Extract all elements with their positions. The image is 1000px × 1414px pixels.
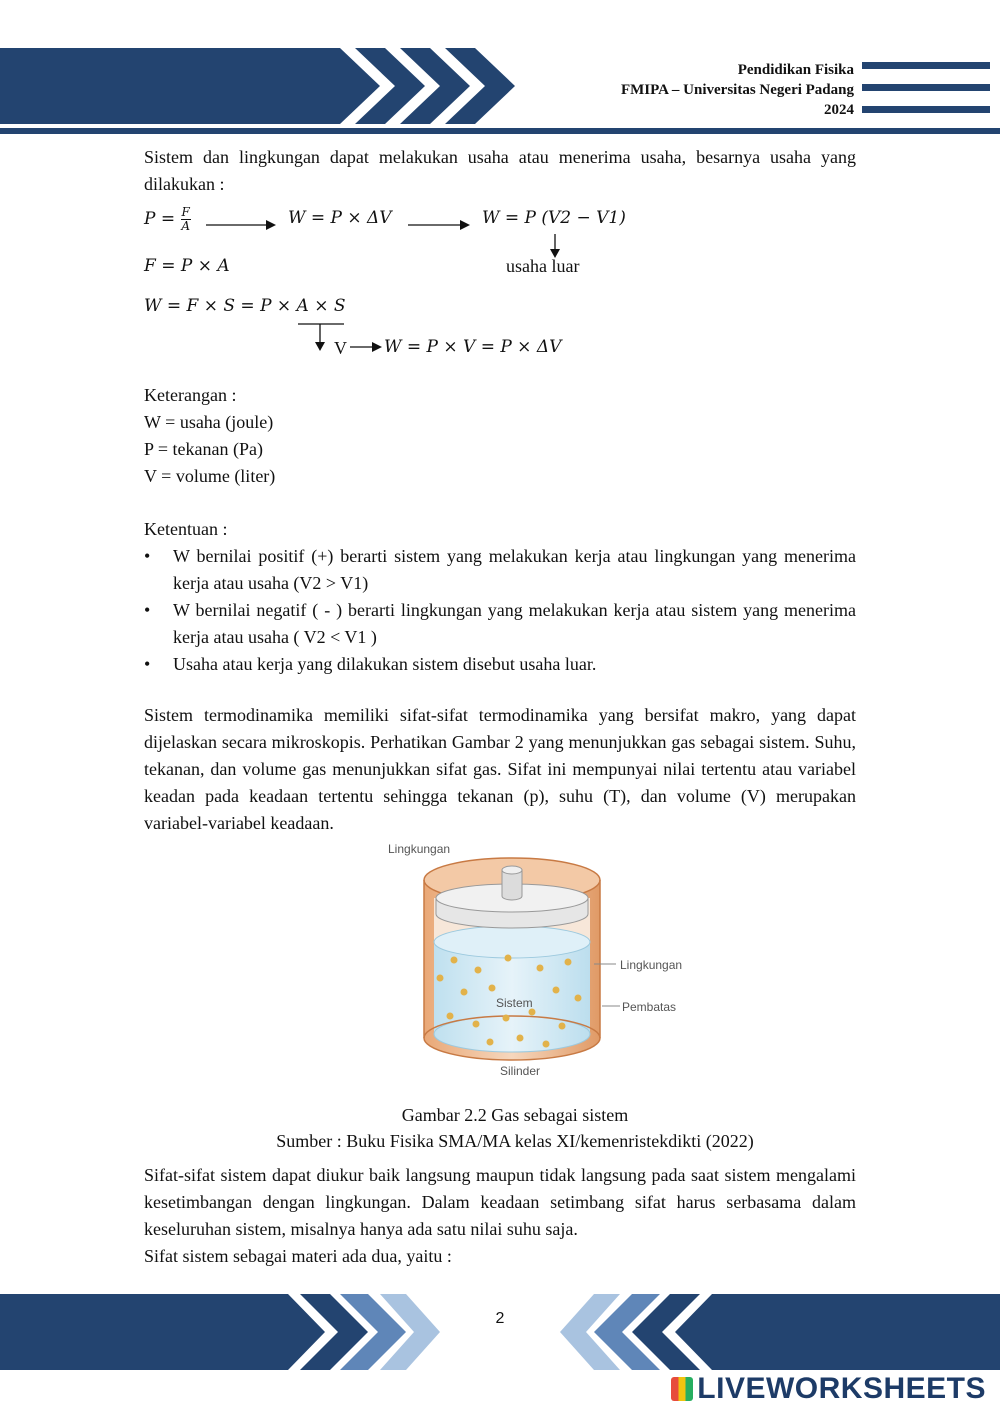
- footer-banner: [0, 1292, 1000, 1372]
- external-work-label: usaha luar: [506, 256, 580, 276]
- legend-title: Keterangan :: [144, 385, 237, 405]
- header-year: 2024: [824, 102, 854, 118]
- pressure-lhs: P =: [144, 209, 176, 229]
- volume-label: V: [334, 338, 347, 358]
- liveworksheets-logo: [671, 1372, 986, 1406]
- work-equation-2: W = P (V2 − V1): [482, 208, 626, 228]
- fraction-numerator: F: [181, 205, 190, 219]
- figure-label-top: Lingkungan: [388, 842, 451, 856]
- work-force-equation: W = F × S = P × A × S: [144, 296, 346, 316]
- properties-intro: Sifat sistem sebagai materi ada dua, yaitu :: [144, 1246, 452, 1266]
- pressure-equation: [144, 206, 191, 233]
- header-dept: Pendidikan Fisika: [737, 62, 854, 78]
- properties-paragraph: Sifat-sifat sistem dapat diukur baik langsung maupun tidak langsung pada saat sistem mengalami kesetimbangan dengan lingkungan. Dalam keadaan setimbang sifat harus serbasama dalam keseluruhan sistem, misalnya hanya ada satu nilai suhu saja.: [144, 1165, 856, 1239]
- arrow-2: [408, 218, 470, 232]
- arrow-down-1: [548, 234, 562, 258]
- figure-label-system: Sistem: [496, 996, 533, 1010]
- legend-item: W = usaha (joule): [144, 412, 274, 432]
- rule-item: • Usaha atau kerja yang dilakukan sistem disebut usaha luar.: [144, 651, 856, 678]
- legend-item: V = volume (liter): [144, 466, 276, 486]
- legend-item: P = tekanan (Pa): [144, 439, 263, 459]
- figure-label-environment: Lingkungan: [620, 958, 683, 972]
- rules-list: [144, 543, 856, 678]
- work-equation-1: W = P × ΔV: [288, 208, 392, 228]
- figure-label-boundary: Pembatas: [622, 1000, 677, 1014]
- logo-icon: [671, 1377, 693, 1401]
- force-equation: F = P × A: [144, 256, 230, 276]
- rules-block: [144, 516, 856, 678]
- arrow-3: [350, 340, 382, 354]
- logo-text: LIVEWORKSHEETS: [697, 1372, 986, 1405]
- work-final-equation: W = P × V = P × ΔV: [384, 337, 562, 357]
- header-text: [621, 60, 854, 120]
- header-university: FMIPA – Universitas Negeri Padang: [620, 82, 854, 98]
- thermo-paragraph: Sistem termodinamika memiliki sifat-sifat termodinamika yang bersifat makro, yang dapat dijelaskan secara mikroskopis. Perhatikan Gambar 2 yang menunjukkan gas sebagai sistem. Suhu, tekanan, dan volume gas menunjukkan sifat gas. Sifat ini mempunyai nilai tertentu atau variabel keadan pada keadaan tertentu sehingga tekanan (p), suhu (T), dan volume (V) merupakan variabel-variabel keadaan.: [144, 705, 856, 833]
- fraction-denominator: A: [181, 219, 190, 233]
- pressure-fraction: [181, 206, 191, 233]
- figure-caption: [144, 1102, 886, 1154]
- figure-label-cylinder: Silinder: [500, 1064, 541, 1078]
- figure-caption-title: Gambar 2.2 Gas sebagai sistem: [401, 1105, 629, 1125]
- legend-block: [144, 382, 856, 490]
- page-number: 2: [495, 1310, 505, 1327]
- rule-item: • W bernilai positif (+) berarti sistem yang melakukan kerja atau lingkungan yang menerima kerja atau usaha (V2 > V1): [144, 543, 856, 597]
- figure-caption-source: Sumber : Buku Fisika SMA/MA kelas XI/kemenristekdikti (2022): [276, 1131, 754, 1151]
- intro-paragraph: Sistem dan lingkungan dapat melakukan usaha atau menerima usaha, besarnya usaha yang dilakukan :: [144, 147, 856, 194]
- rules-title: Ketentuan :: [144, 519, 228, 539]
- rule-item: • W bernilai negatif ( - ) berarti lingkungan yang melakukan kerja atau sistem yang menerima kerja atau usaha ( V2 < V1 ): [144, 597, 856, 651]
- arrow-1: [206, 218, 276, 232]
